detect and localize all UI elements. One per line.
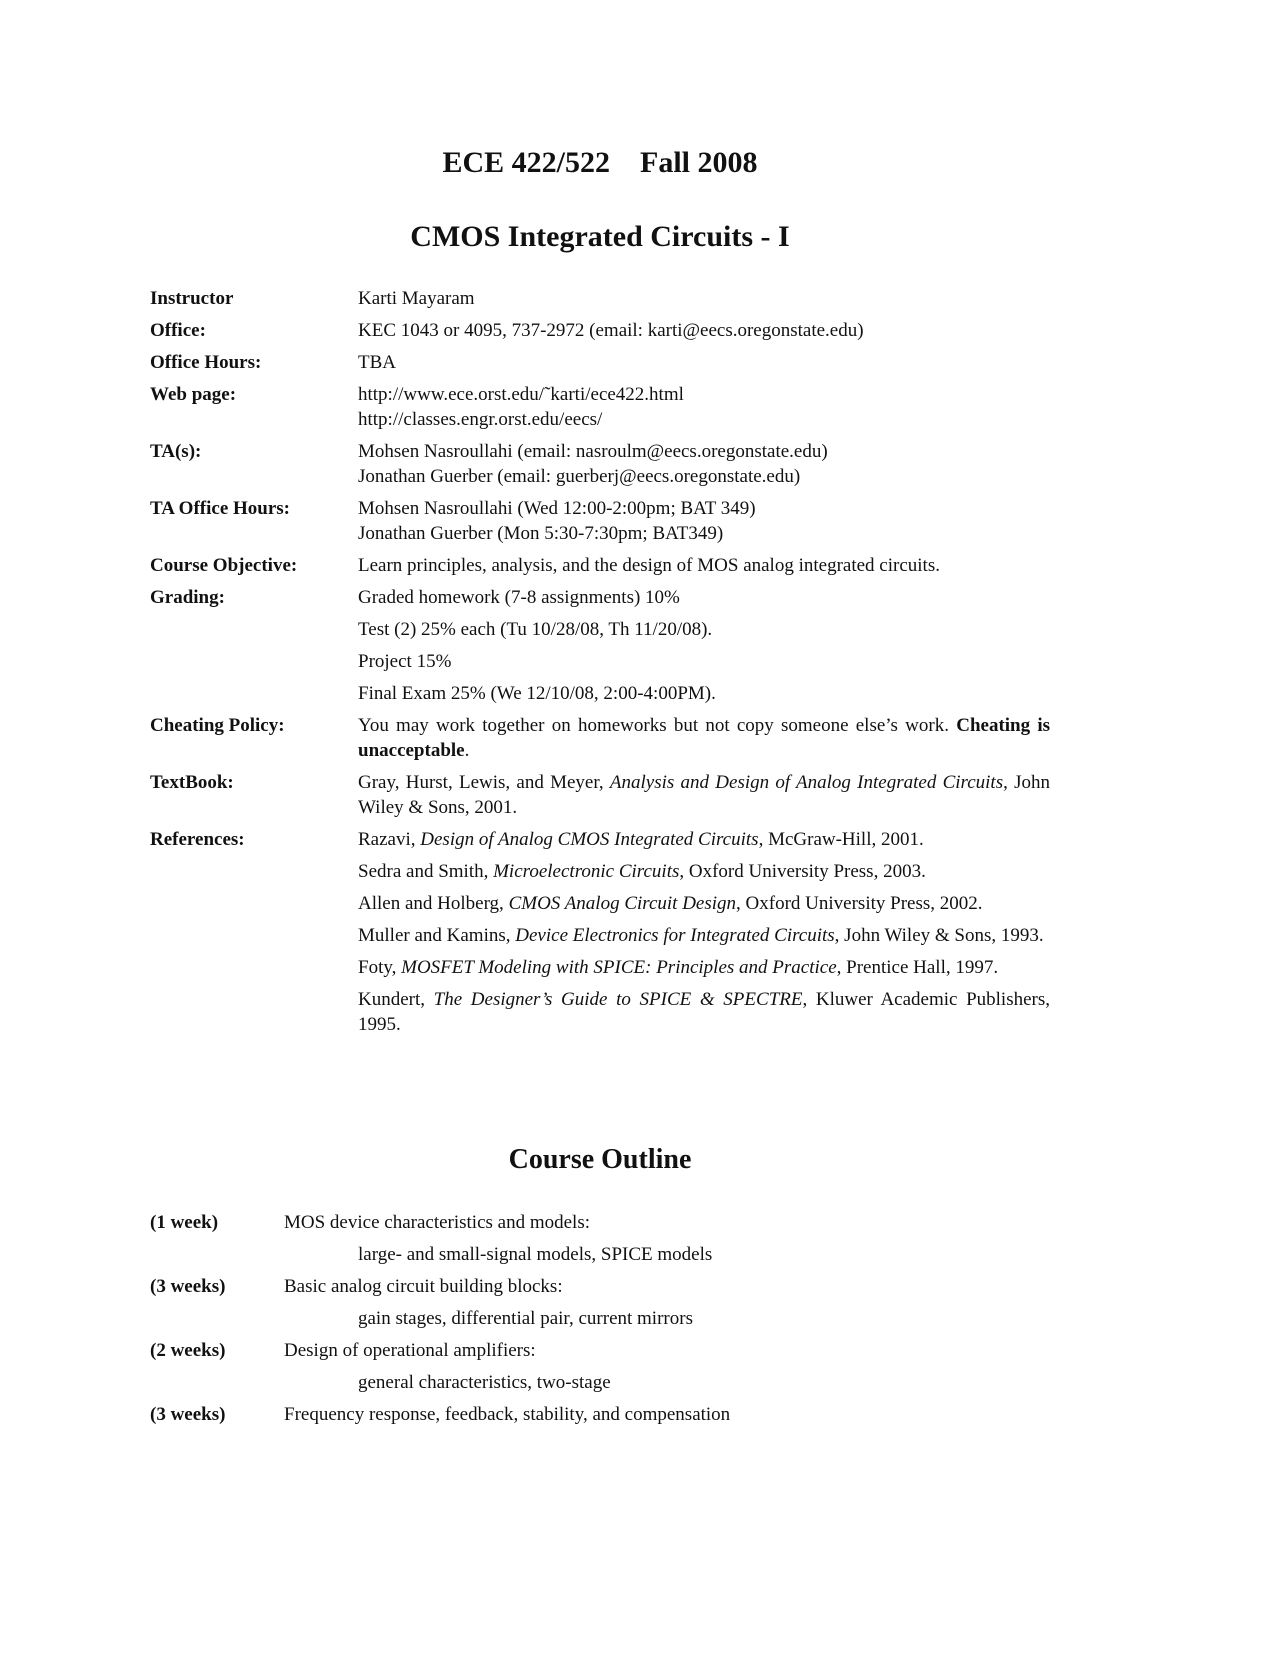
ta-label: TA(s): — [150, 441, 202, 462]
objective-value: Learn principles, analysis, and the design of MOS analog integrated circuits. — [358, 555, 940, 576]
outline-topic: Basic analog circuit building blocks: — [284, 1276, 563, 1297]
textbook-row — [150, 770, 1050, 820]
textbook-citation: Gray, Hurst, Lewis, and Meyer, Analysis and Design of Analog Integrated Circuits, John Wiley & Sons, 2001. — [358, 772, 1050, 818]
grading-item: Final Exam 25% (We 12/10/08, 2:00-4:00PM). — [358, 683, 716, 704]
outline-topic: Frequency response, feedback, stability, and compensation — [284, 1404, 731, 1425]
references-label: References: — [150, 829, 245, 850]
course-info — [150, 286, 1050, 1044]
objective-row — [150, 553, 1050, 578]
reference-item: Muller and Kamins, Device Electronics for Integrated Circuits, John Wiley & Sons, 1993. — [358, 925, 1044, 946]
outline-subtopics: general characteristics, two-stage — [358, 1372, 611, 1393]
outline-duration: (1 week) — [150, 1212, 219, 1233]
ta-office-hours-label: TA Office Hours: — [150, 498, 291, 519]
reference-item: Sedra and Smith, Microelectronic Circuits, Oxford University Press, 2003. — [358, 861, 926, 882]
cheating-policy-label: Cheating Policy: — [150, 715, 285, 736]
outline-duration: (3 weeks) — [150, 1276, 226, 1297]
ta-office-hours-entry: Jonathan Guerber (Mon 5:30-7:30pm; BAT349) — [358, 523, 724, 544]
reference-item: Foty, MOSFET Modeling with SPICE: Principles and Practice, Prentice Hall, 1997. — [358, 957, 999, 978]
ta-entry: Jonathan Guerber (email: guerberj@eecs.oregonstate.edu) — [358, 466, 801, 487]
outline-item — [150, 1402, 1050, 1434]
web-page-link[interactable]: http://www.ece.orst.edu/˜karti/ece422.html — [358, 384, 684, 405]
outline-topic: MOS device characteristics and models: — [284, 1212, 591, 1233]
instructor-row — [150, 286, 1050, 311]
grading-item: Project 15% — [358, 651, 452, 672]
textbook-label: TextBook: — [150, 772, 234, 793]
textbook-title: Analysis and Design of Analog Integrated Circuits — [609, 772, 1004, 793]
ta-entry: Mohsen Nasroullahi (email: nasroulm@eecs.oregonstate.edu) — [358, 441, 828, 462]
grading-row — [150, 585, 1050, 706]
outline-subtopics: large- and small-signal models, SPICE models — [358, 1244, 713, 1265]
course-heading: ECE 422/522 Fall 2008 — [442, 146, 758, 179]
reference-item: Kundert, The Designer’s Guide to SPICE & SPECTRE, Kluwer Academic Publishers, 1995. — [358, 989, 1051, 1035]
instructor-value: Karti Mayaram — [358, 288, 475, 309]
cheating-warning: Cheating is unacceptable — [358, 715, 1051, 761]
cheating-policy-row — [150, 713, 1050, 763]
references-row — [150, 827, 1050, 1037]
course-title: CMOS Integrated Circuits - I — [410, 220, 790, 253]
outline-duration: (2 weeks) — [150, 1340, 226, 1361]
instructor-label: Instructor — [150, 288, 234, 309]
web-page-link[interactable]: http://classes.engr.orst.edu/eecs/ — [358, 409, 603, 430]
office-hours-value: TBA — [358, 352, 396, 373]
outline-duration: (3 weeks) — [150, 1404, 226, 1425]
reference-item: Allen and Holberg, CMOS Analog Circuit Design, Oxford University Press, 2002. — [358, 893, 983, 914]
web-page-row — [150, 382, 1050, 432]
office-hours-label: Office Hours: — [150, 352, 262, 373]
outline-item — [150, 1338, 1050, 1370]
office-label: Office: — [150, 320, 206, 341]
reference-item: Razavi, Design of Analog CMOS Integrated Circuits, McGraw-Hill, 2001. — [358, 829, 924, 850]
office-value: KEC 1043 or 4095, 737-2972 (email: karti@eecs.oregonstate.edu) — [358, 320, 864, 341]
office-hours-row — [150, 350, 1050, 375]
grading-item: Graded homework (7-8 assignments) 10% — [358, 587, 680, 608]
cheating-policy-text: You may work together on homeworks but not copy someone else’s work. Cheating is unacceptable. — [358, 715, 1051, 761]
grading-label: Grading: — [150, 587, 225, 608]
grading-item: Test (2) 25% each (Tu 10/28/08, Th 11/20/08). — [358, 619, 713, 640]
outline-item — [150, 1210, 1050, 1242]
ta-office-hours-entry: Mohsen Nasroullahi (Wed 12:00-2:00pm; BAT 349) — [358, 498, 756, 519]
web-page-label: Web page: — [150, 384, 237, 405]
objective-label: Course Objective: — [150, 555, 298, 576]
ta-row — [150, 439, 1050, 489]
ta-office-hours-row — [150, 496, 1050, 546]
office-row — [150, 318, 1050, 343]
outline-title: Course Outline — [508, 1144, 692, 1175]
outline-item — [150, 1274, 1050, 1306]
outline-subtopics: gain stages, differential pair, current mirrors — [358, 1308, 693, 1329]
outline-topic: Design of operational amplifiers: — [284, 1340, 536, 1361]
course-outline — [150, 1210, 1050, 1434]
